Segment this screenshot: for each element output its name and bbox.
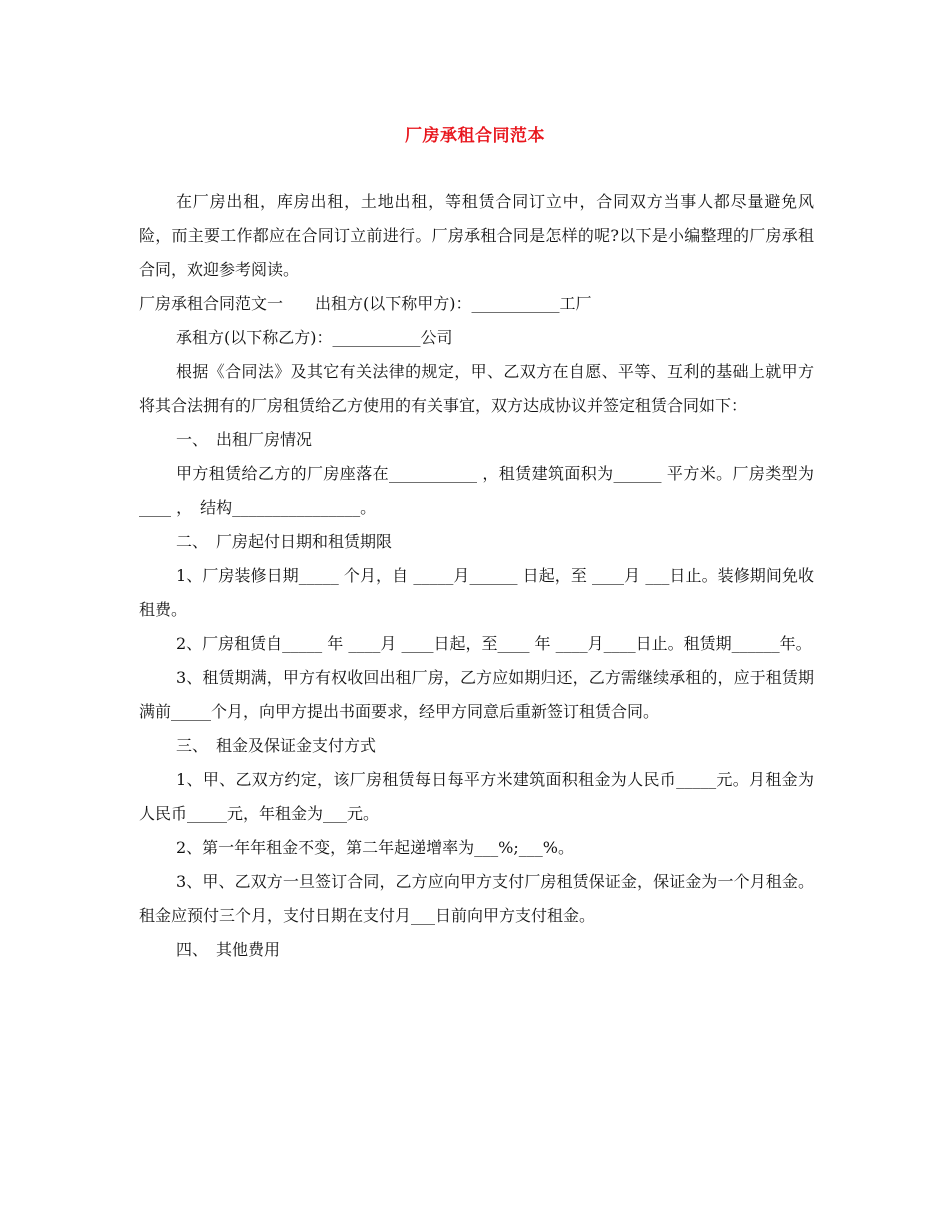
document-body (139, 185, 814, 967)
section-3-item-1: 1、甲、乙双方约定，该厂房租赁每日每平方米建筑面积租金为人民币_____元。月租金为人民币_____元，年租金为___元。 (139, 770, 814, 823)
section-heading-1: 一、 出租厂房情况 (176, 430, 313, 449)
lessee-line: 承租方(以下称乙方)：___________公司 (176, 328, 453, 347)
section-heading-2: 二、 厂房起付日期和租赁期限 (176, 532, 393, 551)
contract-sample-lessor-line: 厂房承租合同范文一 出租方(以下称甲方)：___________工厂 (139, 294, 592, 313)
section-2-item-3: 3、租赁期满，甲方有权收回出租厂房，乙方应如期归还，乙方需继续承租的，应于租赁期满前_____个月，向甲方提出书面要求，经甲方同意后重新签订租赁合同。 (139, 668, 814, 721)
section-2-item-2: 2、厂房租赁自_____ 年 ____月 ____日起，至____ 年 ____月____日止。租赁期______年。 (176, 634, 812, 653)
section-3-item-3: 3、甲、乙双方一旦签订合同，乙方应向甲方支付厂房租赁保证金，保证金为一个月租金。租金应预付三个月，支付日期在支付月___日前向甲方支付租金。 (139, 872, 814, 925)
section-heading-3: 三、 租金及保证金支付方式 (176, 736, 377, 755)
section-heading-4: 四、 其他费用 (176, 940, 281, 959)
section-3-item-2: 2、第一年年租金不变，第二年起递增率为___%;___%。 (176, 838, 574, 857)
intro-paragraph: 在厂房出租，库房出租，土地出租，等租赁合同订立中，合同双方当事人都尽量避免风险，而主要工作都应在合同订立前进行。厂房承租合同是怎样的呢?以下是小编整理的厂房承租合同，欢迎参考阅读。 (139, 192, 814, 279)
section-2-item-1: 1、厂房装修日期_____ 个月，自 _____月______ 日起，至 ____月 ___日止。装修期间免收租费。 (139, 566, 814, 619)
agreement-preamble: 根据《合同法》及其它有关法律的规定，甲、乙双方在自愿、平等、互利的基础上就甲方将其合法拥有的厂房租赁给乙方使用的有关事宜，双方达成协议并签定租赁合同如下： (139, 362, 814, 415)
section-1-paragraph: 甲方租赁给乙方的厂房座落在___________ ，租赁建筑面积为______ 平方米。厂房类型为____ ， 结构________________。 (139, 464, 814, 517)
document-title: 厂房承租合同范本 (405, 126, 545, 146)
